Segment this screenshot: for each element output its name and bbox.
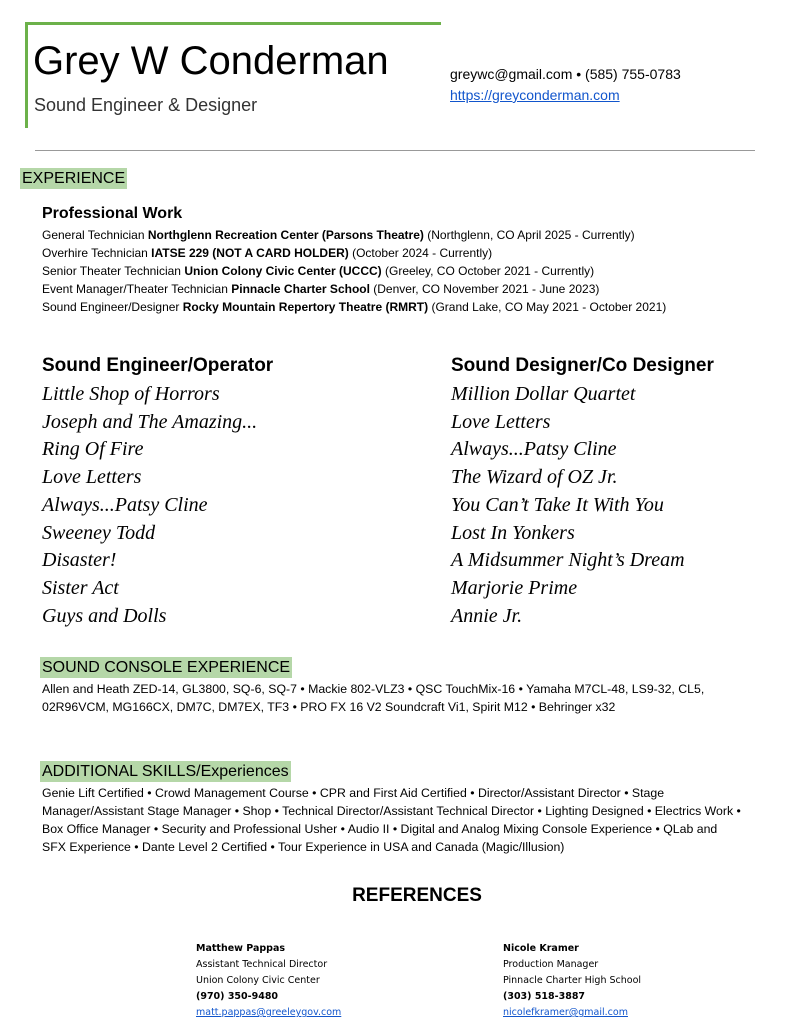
references-heading: REFERENCES (352, 885, 482, 906)
job-item (42, 244, 666, 262)
show-title: Love Letters (451, 410, 551, 433)
job-org: Union Colony Civic Center (UCCC) (184, 264, 382, 278)
reference-card (503, 941, 641, 1021)
job-item (42, 262, 666, 280)
skills-heading: ADDITIONAL SKILLS/Experiences (42, 763, 289, 780)
show-title: Million Dollar Quartet (451, 383, 636, 405)
job-role: Event Manager/Theater Technician (42, 282, 232, 296)
reference-name: Matthew Pappas (196, 943, 286, 954)
job-role: Overhire Technician (42, 246, 152, 260)
job-org: Pinnacle Charter School (231, 282, 370, 296)
job-details: (Northglenn, CO April 2025 - Currently) (423, 228, 635, 242)
job-role: General Technician (42, 228, 148, 242)
show-title: Marjorie Prime (451, 576, 578, 599)
show-title: Love Letters (42, 466, 142, 489)
job-role: Sound Engineer/Designer (42, 300, 183, 314)
header-divider (35, 150, 755, 151)
job-details: (Grand Lake, CO May 2021 - October 2021) (428, 300, 667, 314)
candidate-tagline: Sound Engineer & Designer (34, 95, 258, 115)
show-title: Joseph and The Amazing... (42, 410, 258, 433)
show-title: Always...Patsy Cline (451, 438, 617, 461)
designer-column-heading: Sound Designer/Co Designer (451, 355, 714, 376)
console-heading: SOUND CONSOLE EXPERIENCE (42, 659, 291, 676)
job-org: IATSE 229 (NOT A CARD HOLDER) (151, 246, 349, 260)
job-role: Senior Theater Technician (42, 264, 185, 278)
experience-heading: EXPERIENCE (22, 170, 126, 187)
job-org: Northglenn Recreation Center (Parsons Theatre) (147, 228, 424, 242)
show-title: Guys and Dolls (42, 604, 167, 627)
job-item (42, 280, 666, 298)
engineer-column-heading: Sound Engineer/Operator (42, 355, 274, 376)
show-title: Annie Jr. (451, 604, 523, 627)
job-org: Rocky Mountain Repertory Theatre (RMRT) (182, 300, 429, 314)
professional-work-heading: Professional Work (42, 205, 183, 222)
candidate-name: Grey W Conderman (33, 39, 389, 83)
show-title: Sister Act (42, 576, 119, 599)
engineer-show-list (42, 381, 257, 630)
show-title: Disaster! (42, 549, 117, 572)
job-details: (Denver, CO November 2021 - June 2023) (369, 282, 600, 296)
skills-text: Genie Lift Certified • Crowd Management Course • CPR and First Aid Certified • Director/Assistant Director • Stage Manager/Assistant Stage Manager • Shop • Technical Director/Assistant Technical Director • Lighting Designed • Electrics Work • Box Office Manager • Security and Professional Usher • Audio II • Digital and Analog Mixing Console Experience • QLab and SFX Experience • Dante Level 2 Certified • Tour Experience in USA and Canada (Magic/Illusion) (42, 786, 741, 854)
reference-phone: (970) 350-9480 (196, 991, 279, 1002)
show-title: Ring Of Fire (42, 438, 144, 461)
console-text: Allen and Heath ZED-14, GL3800, SQ-6, SQ-7 • Mackie 802-VLZ3 • QSC TouchMix-16 • Yamaha M7CL-48, LS9-32, CL5, 02R96VCM, MG166CX, DM7C, DM7EX, TF3 • PRO FX 16 V2 Soundcraft Vi1, Spirit M12 • Behringer x32 (42, 682, 705, 714)
reference-org: Union Colony Civic Center (196, 975, 320, 986)
reference-title: Production Manager (503, 959, 599, 970)
website-link[interactable]: https://greyconderman.com (450, 87, 620, 103)
job-item (42, 226, 666, 244)
show-title: Sweeney Todd (42, 521, 156, 544)
show-title: The Wizard of OZ Jr. (451, 466, 618, 489)
job-details: (October 2024 - Currently) (348, 246, 493, 260)
show-title: A Midsummer Night’s Dream (451, 549, 685, 572)
reference-title: Assistant Technical Director (196, 959, 328, 970)
job-list (42, 226, 666, 316)
show-title: Little Shop of Horrors (42, 383, 220, 405)
job-details: (Greeley, CO October 2021 - Currently) (381, 264, 595, 278)
show-title: You Can’t Take It With You (451, 493, 664, 516)
job-item (42, 298, 666, 316)
designer-show-list (451, 381, 685, 630)
reference-org: Pinnacle Charter High School (503, 975, 642, 986)
reference-card (196, 941, 341, 1021)
contact-info: greywc@gmail.com • (585) 755-0783 (450, 66, 681, 82)
reference-name: Nicole Kramer (503, 943, 579, 954)
reference-email-link[interactable]: matt.pappas@greeleygov.com (196, 1007, 342, 1018)
show-title: Lost In Yonkers (451, 521, 575, 544)
reference-email-link[interactable]: nicolefkramer@gmail.com (503, 1007, 628, 1018)
show-title: Always...Patsy Cline (42, 493, 208, 516)
reference-phone: (303) 518-3887 (503, 991, 586, 1002)
